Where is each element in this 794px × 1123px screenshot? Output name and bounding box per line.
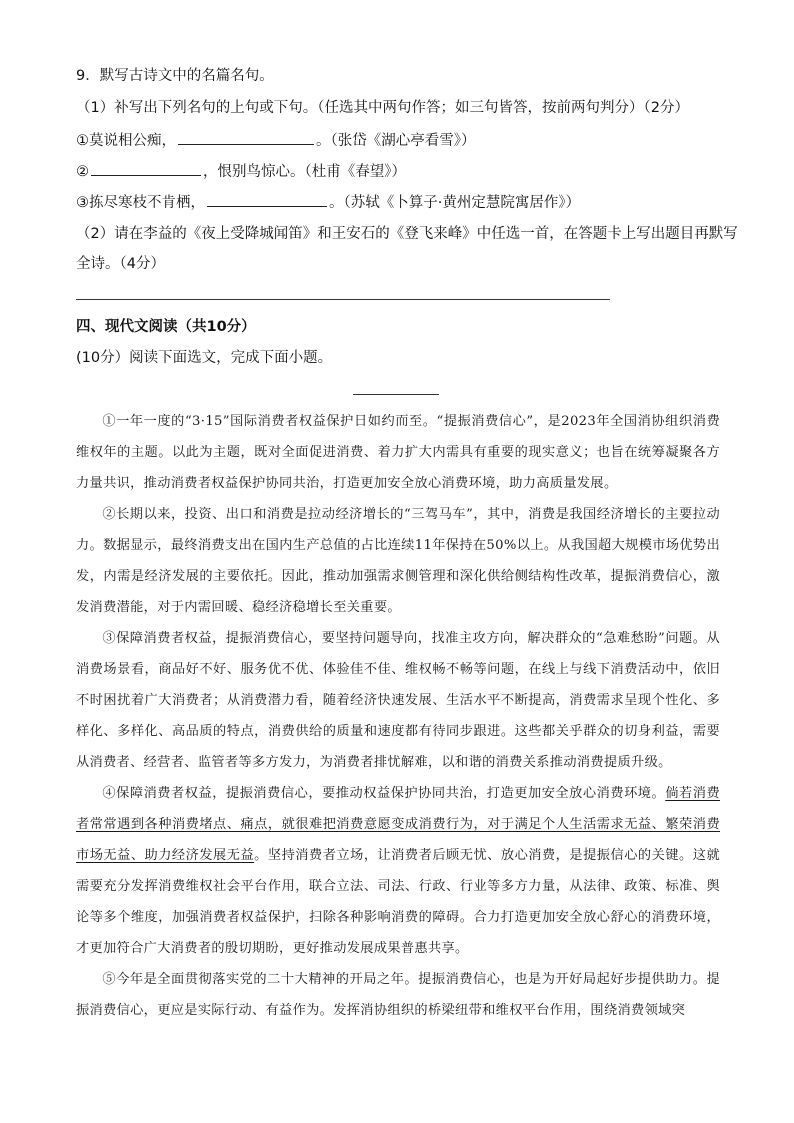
question-9-part2-line2: 全诗。（4分） (76, 256, 165, 272)
passage-paragraph-1: ①一年一度的“3·15”国际消费者权益保护日如约而至。“提振消费信心”，是2023年全国消协组织消费维权年的主题。以此为主题，既对全面促进消费、着力扩大内需具有重要的现实意义；也旨在统筹凝聚各方力量共识，推动消费者权益保护协同共治，打造更加安全放心消费环境，助力高质量发展。 (76, 414, 720, 491)
section-4-instruction: (10分）阅读下面选文，完成下面小题。 (76, 350, 333, 366)
passage-paragraph-3: ③保障消费者权益，提振消费信心，要坚持问题导向，找准主攻方向，解决群众的“急难愁盼”问题。从消费场景看，商品好不好、服务优不优、体验佳不佳、维权畅不畅等问题，在线上与线下消费活动中，依旧不时困扰着广大消费者；从消费潜力看，随着经济快速发展、生活水平不断提高，消费需求呈现个性化、多样化、多样化、高品质的特点，消费供给的质量和速度都有待同步跟进。这些都关乎群众的切身利益，需要从消费者、经营者、监管者等多方发力，为消费者排忧解难，以和谐的消费关系推动消费提质升级。 (76, 631, 720, 770)
answer-line (76, 299, 610, 300)
question-9-item1 (76, 130, 476, 151)
question-9-item3 (76, 192, 580, 213)
passage-body (76, 406, 720, 1026)
section-4-title: 四、现代文阅读（共10分） (76, 319, 256, 335)
paragraph-4-rest: 。坚持消费者立场，让消费者后顾无忧、放心消费，是提振信心的关键。这就需要充分发挥消费维权社会平台作用，联合立法、司法、行政、行业等多方力量，从法律、政策、标准、舆论等多个维度，加强消费者权益保护，扫除各种影响消费的障碍。合力打造更加安全放心舒心的消费环境，才更加符合广大消费者的殷切期盼，更好推动发展成果普惠共享。 (76, 848, 720, 956)
question-9-part1: （1）补写出下列名句的上句或下句。（任选其中两句作答；如三句皆答，按前两句判分）（2分） (76, 100, 689, 116)
underlined-sentence: 倘若消费者常常遇到各种消费堵点、痛点，就很难把消费意愿变成消费行为，对于满足个人生活需求无益、繁荣消费市场无益、助力经济发展无益 (76, 786, 720, 863)
answer-blank-2[interactable] (91, 161, 201, 176)
item2-text-b: ，恨别鸟惊心。（杜甫《春望》） (203, 164, 406, 180)
passage-paragraph-2: ②长期以来，投资、出口和消费是拉动经济增长的“三驾马车”，其中，消费是我国经济增长的主要拉动力。数据显示，最终消费支出在国内生产总值的占比连续11年保持在50%以上。从我国超大规模市场优势出发，内需是经济发展的主要依托。因此，推动加强需求侧管理和深化供给侧结构性改革，提振消费信心，激发消费潜能，对于内需回暖、稳经济稳增长至关重要。 (76, 507, 720, 615)
passage-title-blank (353, 394, 439, 395)
item2-text-a: ② (76, 164, 89, 180)
paragraph-4-intro: ④保障消费者权益，提振消费信心，要推动权益保护协同共治，打造更加安全放心消费环境。 (102, 786, 666, 801)
passage-paragraph-4 (76, 778, 720, 964)
item3-text-b: 。（苏轼《卜算子·黄州定慧院寓居作》） (329, 195, 581, 211)
passage-paragraph-5: ⑤今年是全面贯彻落实党的二十大精神的开局之年。提振消费信心，也是为开好局起好步提供助力。提振消费信心，更应是实际行动、有益作为。发挥消协组织的桥梁纽带和维权平台作用，围绕消费领域突 (76, 972, 720, 1018)
item1-text-b: 。（张岱《湖心亭看雪》） (316, 133, 476, 149)
question-9-item2 (76, 161, 406, 182)
answer-blank-3[interactable] (207, 192, 327, 207)
answer-blank-1[interactable] (178, 130, 314, 145)
question-9-title: 9．默写古诗文中的名篇名句。 (76, 68, 274, 84)
question-9-part2-line1: （2）请在李益的《夜上受降城闻笛》和王安石的《登飞来峰》中任选一首，在答题卡上写出题目再默写 (76, 226, 738, 242)
item3-text-a: ③拣尽寒枝不肯栖， (76, 195, 205, 211)
item1-text-a: ①莫说相公痴， (76, 133, 176, 149)
